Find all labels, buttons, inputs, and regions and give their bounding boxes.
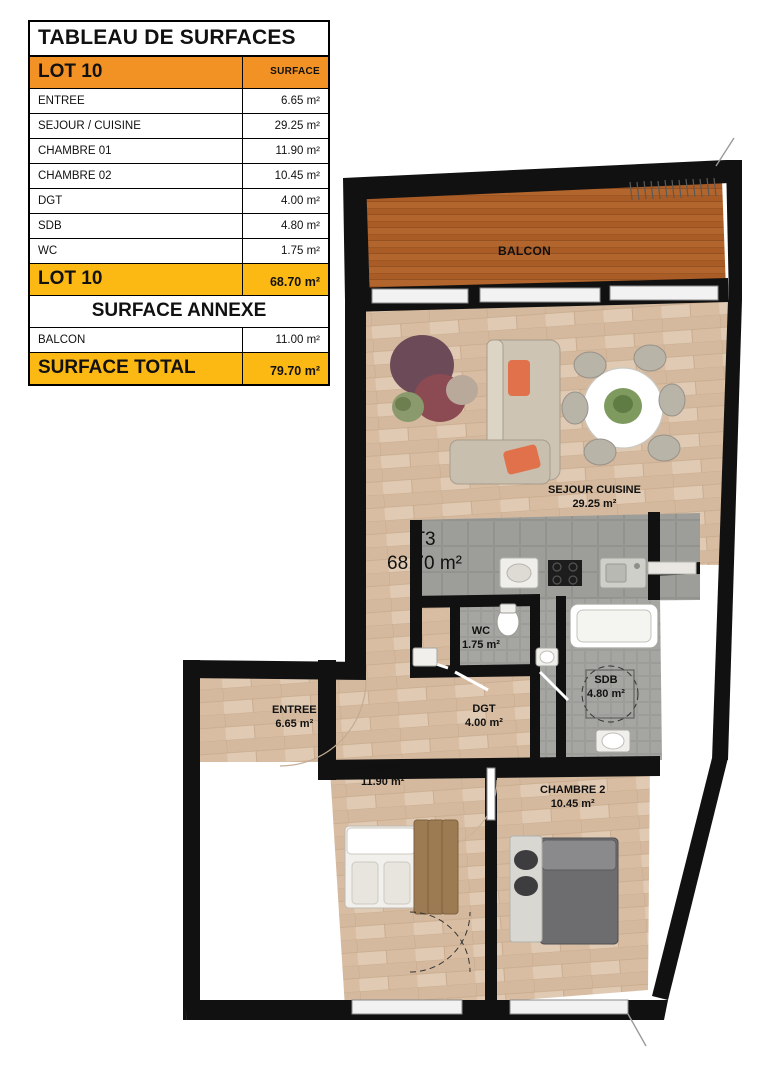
subtotal-label: LOT 10 [38,268,103,290]
room-label-sdb [587,674,625,702]
room-name: DGT [472,703,496,715]
room-area: 1.75 m² [462,638,500,651]
row-label: WC [38,245,58,258]
room-area: 10.45 m² [550,797,595,810]
annexe-title: SURFACE ANNEXE [91,300,267,322]
room-label-wc [462,625,500,653]
room-area: 4.00 m² [465,716,503,729]
room-label-chambre-1 [350,762,415,790]
table-header-surface: SURFACE [242,57,328,88]
row-label: SDB [38,220,62,233]
room-name: BALCON [498,244,552,258]
room-area: 11.90 m² [360,775,405,788]
room-label-sejour-cuisine [548,484,641,512]
row-value: 1.75 m² [242,239,328,263]
room-name: WC [471,625,491,637]
row-value: 29.25 m² [242,114,328,138]
row-label: DGT [38,195,63,208]
row-value: 11.90 m² [242,139,328,163]
room-area: 4.80 m² [587,687,625,700]
room-name: ENTREE [272,704,317,716]
row-value: 4.80 m² [242,214,328,238]
bedroom2-furniture [510,836,618,944]
room-label-chambre-2 [540,784,605,812]
row-label: SEJOUR / CUISINE [38,120,141,133]
room-area: 6.65 m² [275,717,314,730]
row-label: BALCON [38,334,86,347]
room-name: SDB [594,674,618,686]
room-label-entree [272,704,317,732]
room-area: 29.25 m² [572,497,617,510]
apartment-type: T3 [413,529,436,550]
row-value: 10.45 m² [242,164,328,188]
row-value: 11.00 m² [242,328,328,352]
room-name: CHAMBRE 1 [350,762,416,774]
room-label-dgt [465,703,503,731]
apartment-type-area: 68.70 m² [387,552,462,574]
row-value: 6.65 m² [242,89,328,113]
balcony-floor [366,180,726,297]
room-label-balcon [498,244,551,259]
row-label: CHAMBRE 02 [38,170,112,183]
apartment-type-label [387,528,462,576]
row-value: 4.00 m² [242,189,328,213]
row-label: CHAMBRE 01 [38,145,112,158]
row-label: ENTREE [38,95,85,108]
grand-total-label: SURFACE TOTAL [38,357,196,379]
table-title: TABLEAU DE SURFACES [30,22,328,57]
subtotal-value: 68.70 m² [242,264,328,295]
grand-total-value: 79.70 m² [242,353,328,384]
table-header-lot: LOT 10 [38,61,103,83]
room-name: SEJOUR CUISINE [548,484,641,496]
room-name: CHAMBRE 2 [540,784,606,796]
